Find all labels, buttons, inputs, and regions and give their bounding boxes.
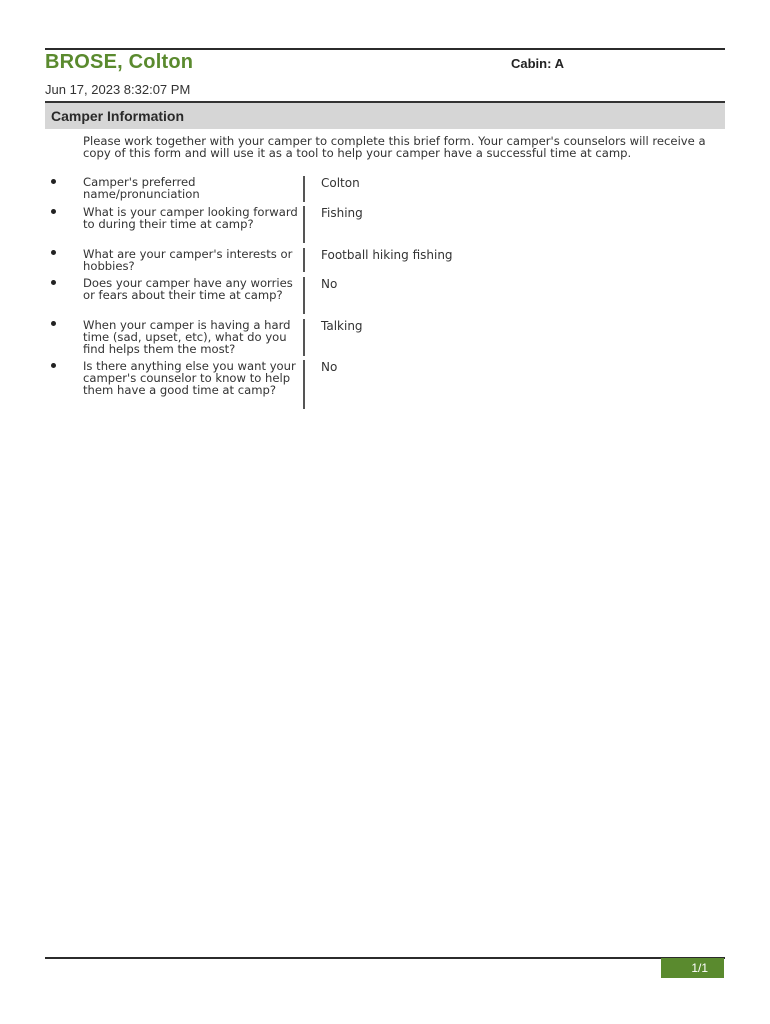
question-text: When your camper is having a hard time (sad, upset, etc), what do you find helps them the most? [83,318,291,356]
answer-divider [303,277,305,314]
answer-text: Football hiking fishing [321,248,453,262]
question-text: What is your camper looking forward to during their time at camp? [83,205,298,231]
question-text: Is there anything else you want your camper's counselor to know to help them have a good time at camp? [83,359,296,397]
bullet-icon [51,209,56,214]
cabin-label: Cabin: A [511,56,564,71]
bullet-icon [51,250,56,255]
answer-text: No [321,360,338,374]
answer-divider [303,176,305,202]
intro-text: Please work together with your camper to complete this brief form. Your camper's counselors will receive a copy of this form and will use it as a tool to help your camper have a successful time at camp. [83,134,706,160]
section-title: Camper Information [51,108,185,124]
bullet-icon [51,363,56,368]
question-text: What are your camper's interests or hobbies? [83,247,293,273]
answer-divider [303,360,305,409]
answer-text: No [321,277,338,291]
bullet-icon [51,321,56,326]
question-text: Camper's preferred name/pronunciation [83,175,200,201]
camper-name: BROSE, Colton [45,51,194,73]
timestamp: Jun 17, 2023 8:32:07 PM [45,82,191,97]
answer-divider [303,319,305,356]
answer-divider [303,248,305,272]
answer-text: Fishing [321,206,363,220]
question-text: Does your camper have any worries or fears about their time at camp? [83,276,293,302]
bullet-icon [51,179,56,184]
footer-rule [45,957,725,959]
bullet-icon [51,280,56,285]
answer-text: Colton [321,176,360,190]
page-number-badge: 1/1 [661,958,724,978]
header-rule [45,48,725,50]
answer-divider [303,206,305,243]
answer-text: Talking [321,319,363,333]
